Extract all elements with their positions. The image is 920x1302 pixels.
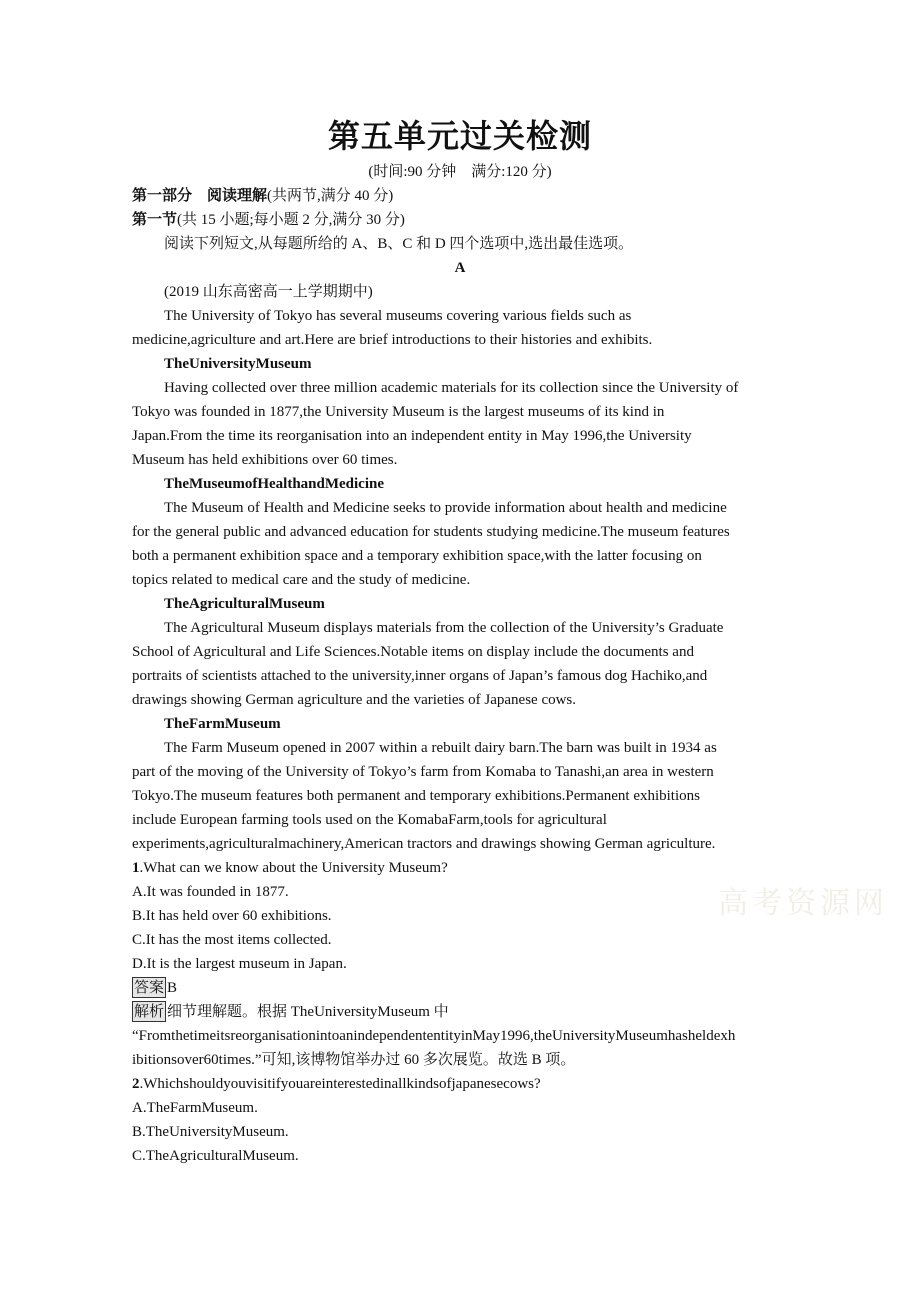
museum-heading: TheAgriculturalMuseum <box>164 596 325 612</box>
paragraph-line: School of Agricultural and Life Sciences.Notable items on display include the documents and <box>132 644 694 660</box>
passage-intro: medicine,agriculture and art.Here are brief introductions to their histories and exhibits. <box>132 332 653 348</box>
paragraph-line: portraits of scientists attached to the university,inner organs of Japan’s famous dog Hachiko,and <box>132 668 708 684</box>
question-stem <box>132 856 448 880</box>
paragraph-line: topics related to medical care and the study of medicine. <box>132 572 471 588</box>
section-heading-score: (共 15 小题;每小题 2 分,满分 30 分) <box>177 212 405 228</box>
option: A.TheFarmMuseum. <box>132 1100 258 1116</box>
section-heading-title: 第一节 <box>132 212 178 228</box>
option: B.It has held over 60 exhibitions. <box>132 908 332 924</box>
passage-source: (2019 山东高密高一上学期期中) <box>164 284 373 300</box>
exam-info: (时间:90 分钟 满分:120 分) <box>368 164 552 180</box>
option: A.It was founded in 1877. <box>132 884 289 900</box>
analysis-text: ibitionsover60times.”可知,该博物馆举办过 60 多次展览。故选 B 项。 <box>132 1052 576 1068</box>
instruction: 阅读下列短文,从每题所给的 A、B、C 和 D 四个选项中,选出最佳选项。 <box>164 236 634 252</box>
question-text: .What can we know about the University Museum? <box>139 860 448 876</box>
page-title: 第五单元过关检测 <box>327 117 592 155</box>
analysis-text: 细节理解题。根据 TheUniversityMuseum 中 <box>167 1004 449 1020</box>
analysis-line <box>132 1000 449 1024</box>
part-heading-title: 第一部分 阅读理解 <box>132 188 268 204</box>
paragraph-line: drawings showing German agriculture and the varieties of Japanese cows. <box>132 692 577 708</box>
analysis-text: “FromthetimeitsreorganisationintoanindependententityinMay1996,theUniversityMuseumhasheldexh <box>132 1028 736 1044</box>
paragraph-line: Having collected over three million academic materials for its collection since the University of <box>164 380 739 396</box>
paragraph-line: Japan.From the time its reorganisation into an independent entity in May 1996,the University <box>132 428 692 444</box>
option: D.It is the largest museum in Japan. <box>132 956 347 972</box>
option: B.TheUniversityMuseum. <box>132 1124 289 1140</box>
paragraph-line: include European farming tools used on the KomabaFarm,tools for agricultural <box>132 812 607 828</box>
museum-heading: TheMuseumofHealthandMedicine <box>164 476 384 492</box>
question-number: 1 <box>132 860 140 876</box>
paragraph-line: part of the moving of the University of Tokyo’s farm from Komaba to Tanashi,an area in western <box>132 764 714 780</box>
question-number: 2 <box>132 1076 140 1092</box>
option: C.TheAgriculturalMuseum. <box>132 1148 299 1164</box>
answer-tag: 答案 <box>134 978 165 996</box>
question-text: .Whichshouldyouvisitifyouareinterestedinallkindsofjapanesecows? <box>139 1076 541 1092</box>
paragraph-line: for the general public and advanced education for students studying medicine.The museum features <box>132 524 730 540</box>
paragraph-line: experiments,agriculturalmachinery,American tractors and drawings showing German agriculture. <box>132 836 716 852</box>
paragraph-line: Tokyo.The museum features both permanent and temporary exhibitions.Permanent exhibitions <box>132 788 700 804</box>
passage-intro: The University of Tokyo has several museums covering various fields such as <box>164 308 632 324</box>
museum-heading: TheUniversityMuseum <box>164 356 312 372</box>
part-heading <box>132 184 393 208</box>
paragraph-line: both a permanent exhibition space and a temporary exhibition space,with the latter focusing on <box>132 548 702 564</box>
paragraph-line: The Agricultural Museum displays materials from the collection of the University’s Graduate <box>164 620 724 636</box>
paragraph-line: The Museum of Health and Medicine seeks to provide information about health and medicine <box>164 500 727 516</box>
passage-label: A <box>454 260 466 276</box>
museum-heading: TheFarmMuseum <box>164 716 281 732</box>
option: C.It has the most items collected. <box>132 932 332 948</box>
answer-value: B <box>167 980 178 996</box>
question-stem <box>132 1072 541 1096</box>
answer-line <box>132 976 177 1000</box>
part-heading-score: (共两节,满分 40 分) <box>267 188 394 204</box>
watermark: 高考资源网 <box>718 886 888 921</box>
analysis-tag: 解析 <box>134 1002 165 1020</box>
paragraph-line: Tokyo was founded in 1877,the University Museum is the largest museums of its kind in <box>132 404 665 420</box>
section-heading <box>132 208 405 232</box>
paragraph-line: The Farm Museum opened in 2007 within a rebuilt dairy barn.The barn was built in 1934 as <box>164 740 717 756</box>
paragraph-line: Museum has held exhibitions over 60 times. <box>132 452 398 468</box>
